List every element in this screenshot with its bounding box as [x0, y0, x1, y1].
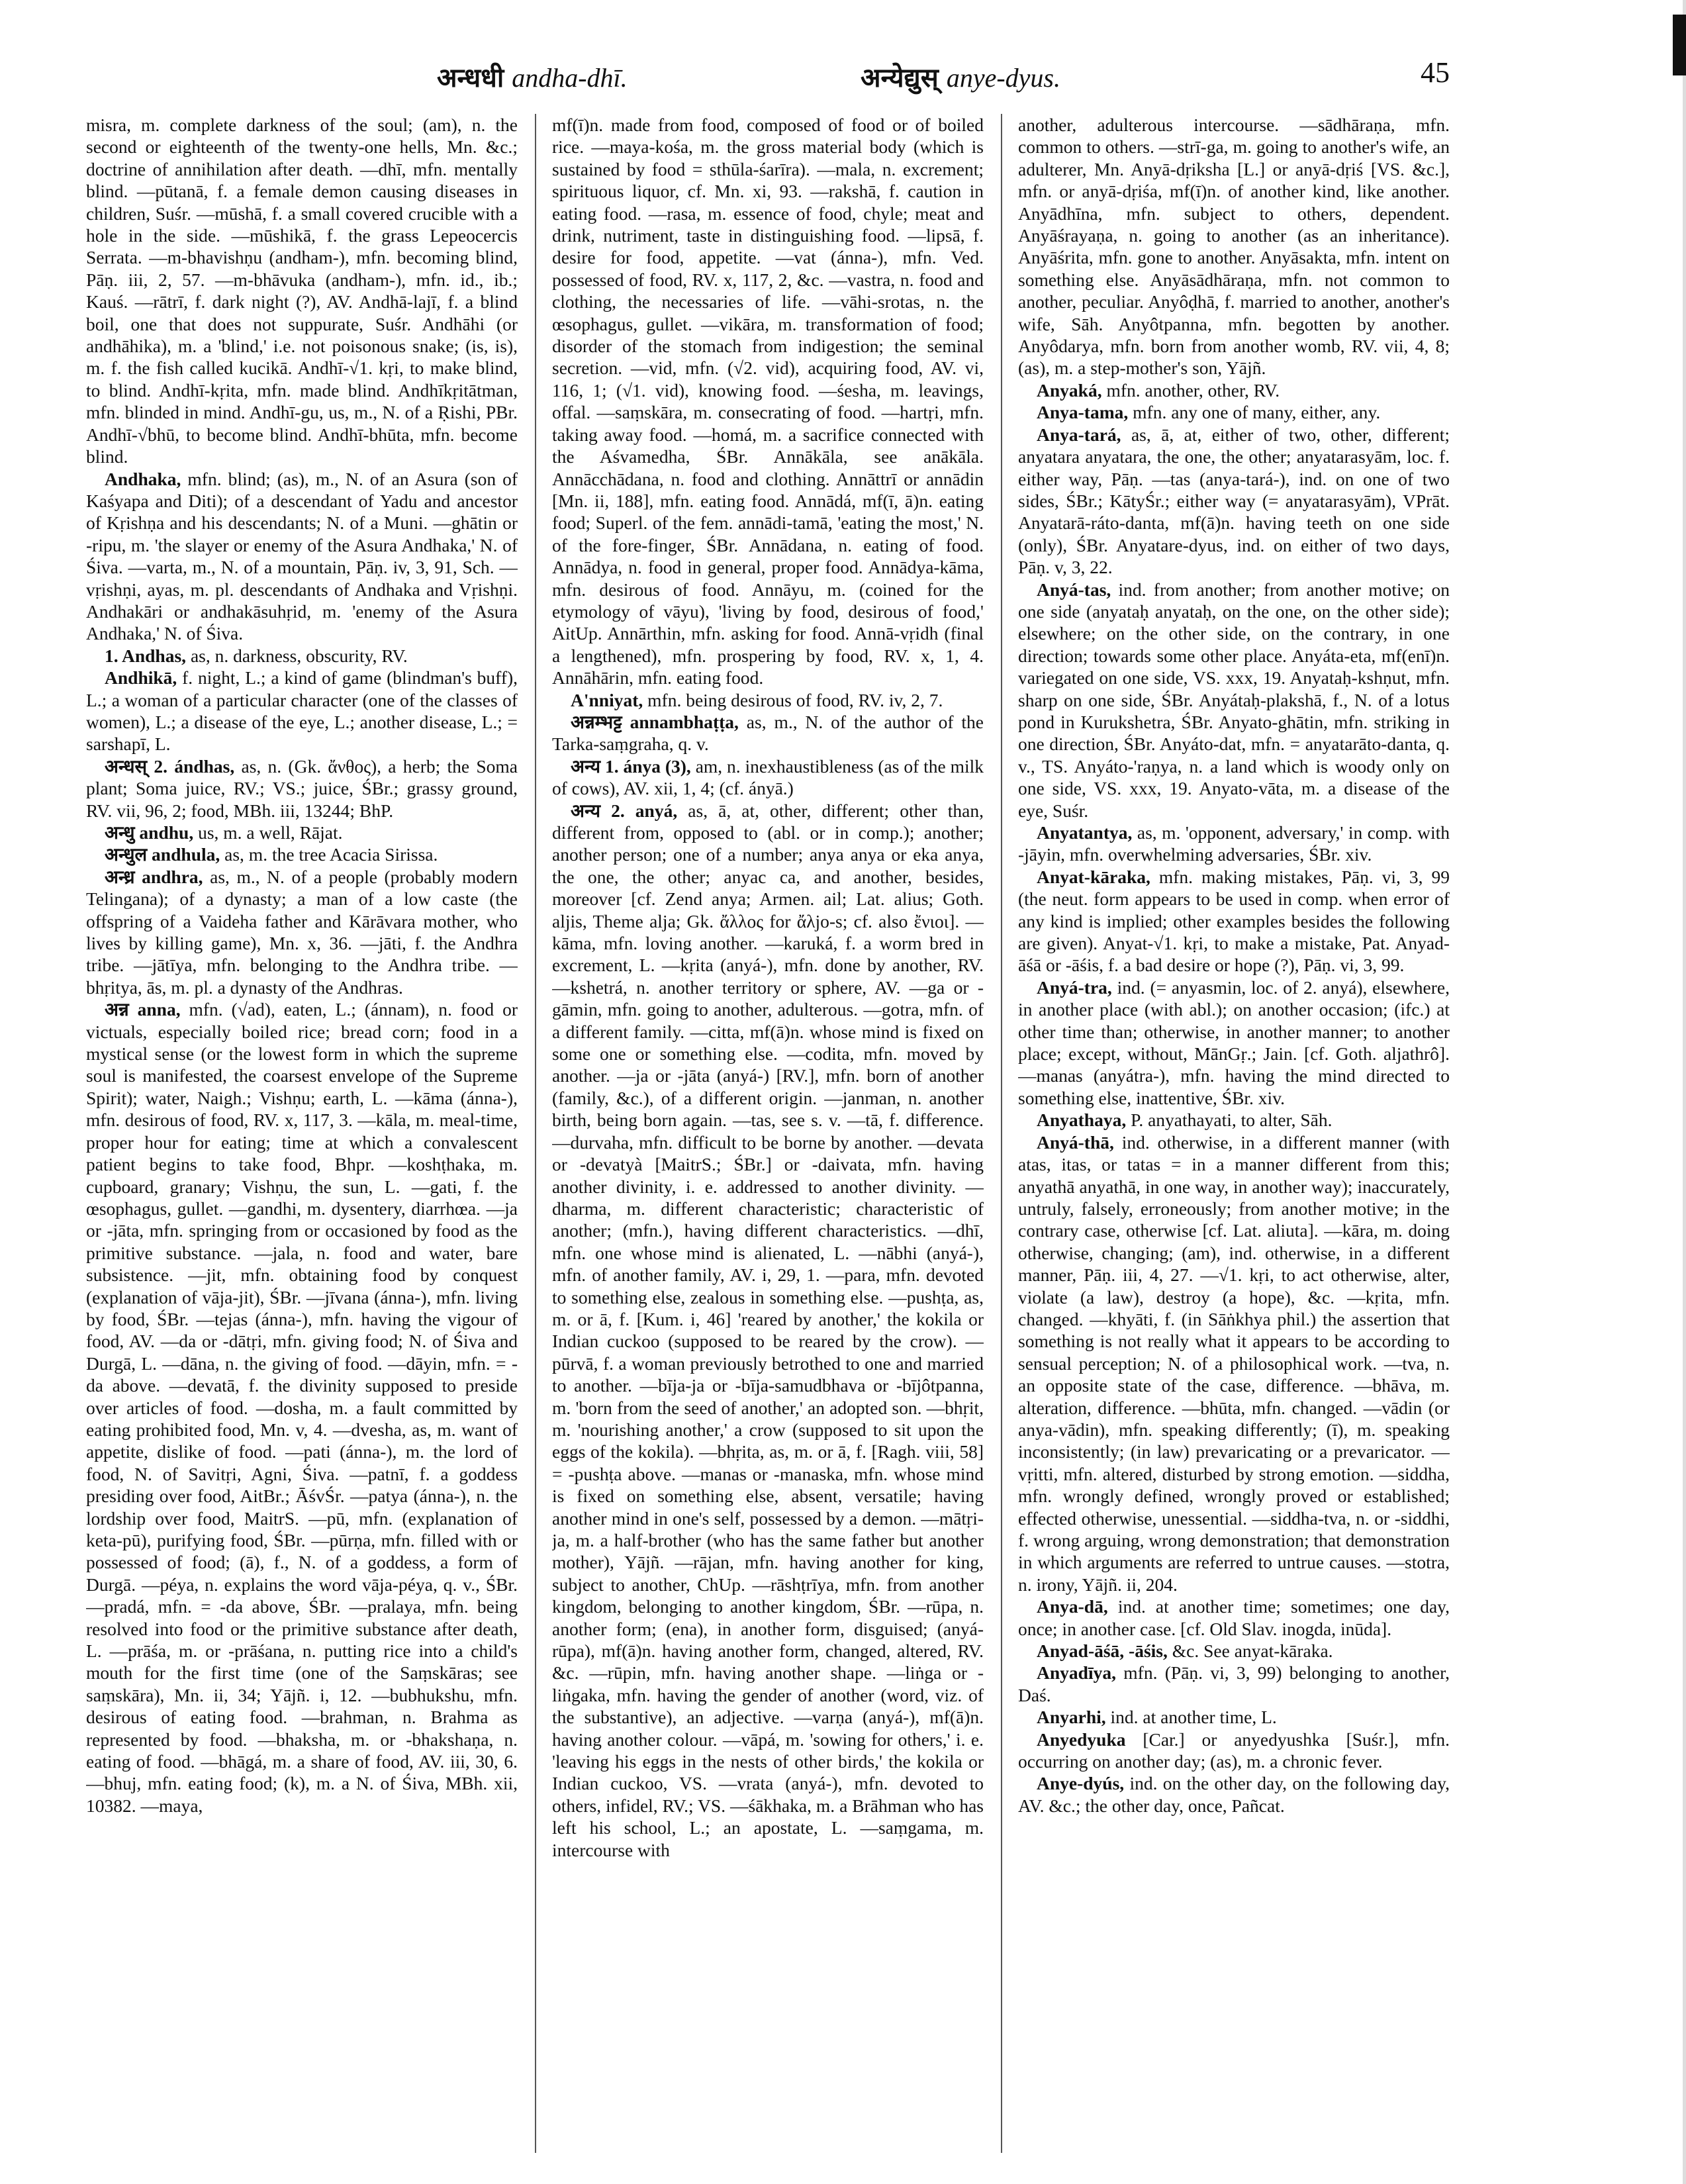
- entry-headword: A'nniyat,: [571, 689, 643, 710]
- entry-headword: Anyá-tra,: [1037, 976, 1112, 998]
- column-1: [86, 114, 518, 2153]
- entry-headword: Anyatantya,: [1037, 822, 1133, 843]
- dictionary-entry: [1018, 424, 1450, 579]
- entry-headword: Anyarhi,: [1037, 1707, 1106, 1728]
- entry-definition: as, m., N. of the author of the Tarka-saṃgraha, q. v.: [552, 711, 984, 755]
- dictionary-entry: [1018, 1595, 1450, 1640]
- entry-headword: Anyaká,: [1037, 379, 1102, 401]
- page-edge-tab-mark: [1673, 15, 1686, 75]
- entry-definition: us, m. a well, Rājat.: [198, 822, 343, 843]
- entry-definition: P. anyathayati, to alter, Sāh.: [1131, 1110, 1333, 1131]
- entry-definition: mfn. blind; (as), m., N. of an Asura (son of Kaśyapa and Diti); of a descendant of Yadu and ancestor of Kṛishṇa and his descendants; N. of a Muni. —ghātin or -ripu, m. 'the slayer or enemy of the Asura Andhaka,' N. of Śiva. —varta, m., N. of a mountain, Pāṇ. iv, 3, 91, Sch. —vṛishṇi, ayas, m. pl. descendants of Andhaka and Vṛishṇi. Andhakāri or andhakāsuhṛid, m. 'enemy of the Asura Andhaka,' N. of Śiva.: [86, 468, 518, 644]
- entry-headword: अन्धु andhu,: [105, 822, 194, 843]
- entry-definition: mfn. making mistakes, Pāṇ. vi, 3, 99 (the neut. form appears to be used in comp. when error of any kind is implied; other examples besides the following are given). Anyat-√1. kṛi, to make a mistake, Pat. Anyad-āśā or -āśis, f. a bad desire or hope (?), Pāṇ. vi, 3, 99.: [1018, 866, 1450, 976]
- entry-definition: as, m. 'opponent, adversary,' in comp. with -jāyin, mfn. overwhelming adversaries, ŚBr. xiv.: [1018, 822, 1450, 865]
- dictionary-entry: [86, 667, 518, 755]
- header-right-guideword: [861, 58, 1060, 95]
- dictionary-entry: [1018, 866, 1450, 976]
- dictionary-entry: [86, 822, 518, 843]
- dictionary-entry: [1018, 1772, 1450, 1817]
- text-columns: [86, 114, 1450, 2153]
- column-divider-1: [535, 114, 536, 2153]
- entry-headword: अन्ध्र andhra,: [105, 866, 203, 887]
- entry-definition: mfn. (√ad), eaten, L.; (ánnam), n. food or victuals, especially boiled rice; bread corn; food in a mystical sense (or the lowest form in which the supreme soul is manifested, the coarsest envelope of the Supreme Spirit); water, Naigh.; Vishṇu; earth, L. —kāma (ánna-), mfn. desirous of food, RV. x, 117, 3. —kāla, m. meal-time, proper hour for eating; time at which a convalescent patient begins to take food, Bhpr. —koshṭhaka, m. cupboard, granary; Vishṇu, the sun, L. —gati, f. the œsophagus, gullet. —gandhi, m. dysentery, diarrhœa. —ja or -jāta, mfn. springing from or occasioned by food as the primitive substance. —jala, n. food and water, bare subsistence. —jit, mfn. obtaining food by conquest (explanation of vāja-jit), ŚBr. —jīvana (ánna-), mfn. living by food, ŚBr. —tejas (ánna-), mfn. having the vigour of food, AV. —da or -dātṛi, mfn. giving food; N. of Śiva and Durgā, L. —dāna, n. the giving of food. —dāyin, mfn. = -da above. —devatā, f. the divinity supposed to preside over articles of food. —dosha, m. a fault committed by eating prohibited food, Mn. v, 4. —dvesha, as, m. want of appetite, dislike of food. —pati (ánna-), m. the lord of food, N. of Savitṛi, Agni, Śiva. —patnī, f. a goddess presiding over food, AitBr.; ĀśvŚr. —patya (ánna-), n. the lordship over food, MaitrS. —pū, mfn. (explanation of keta-pū), purifying food, ŚBr. —pūrṇa, mfn. filled with or possessed of food; (ā), f., N. of a goddess, a form of Durgā. —péya, n. explains the word vāja-péya, q. v., ŚBr. —pradá, mfn. = -da above, ŚBr. —pralaya, mfn. being resolved into food or the primitive substance after death, L. —prāśa, m. or -prāśana, n. putting rice into a child's mouth for the first time (one of the Saṃskāras; see saṃskāra), Mn. ii, 34; Yājñ. i, 12. —bubhukshu, mfn. desirous of eating food. —brahman, n. Brahma as represented by food. —bhaksha, m. or -bhakshaṇa, n. eating of food. —bhāgá, m. a share of food, AV. iii, 30, 6. —bhuj, mfn. eating food; (k), m. a N. of Śiva, MBh. xii, 10382. —maya,: [86, 999, 518, 1816]
- page-edge-shadow: [1683, 0, 1686, 2184]
- entry-definition: &c. See anyat-kāraka.: [1172, 1640, 1333, 1662]
- entry-definition: mfn. being desirous of food, RV. iv, 2, 7.: [647, 689, 943, 710]
- entry-headword: अन्नम्भट्ट annambhaṭṭa,: [571, 711, 739, 732]
- dictionary-entry: [86, 998, 518, 1817]
- entry-headword: Anyedyuka: [1037, 1729, 1126, 1750]
- dictionary-entry: [1018, 822, 1450, 866]
- dictionary-entry: [1018, 1131, 1450, 1596]
- entry-headword: अन्य 1. ánya (3),: [571, 755, 691, 777]
- entry-definition: misra, m. complete darkness of the soul; (am), n. the second or eighteenth of the twenty-one hells, Mn. &c.; doctrine of annihilation after death. —dhī, mfn. mentally blind. —pūtanā, f. a female demon causing diseases in children, Suśr. —mūshā, f. a small covered crucible with a hole in the side. —mūshikā, f. the grass Lepeocercis Serrata. —m-bhavishṇu (andham-), mfn. becoming blind, Pāṇ. iii, 2, 57. —m-bhāvuka (andham-), mfn. id., ib.; Kauś. —rātrī, f. dark night (?), AV. Andhā-lajī, f. a blind boil, one that does not suppurate, Suśr. Andhāhi (or andhāhika), m. a 'blind,' i.e. not poisonous snake; (is, is), m. f. the fish called kucikā. Andhī-√1. kṛi, to make blind, to blind. Andhī-kṛita, mfn. made blind. Andhīkṛitātman, mfn. blinded in mind. Andhī-gu, us, m., N. of a Ṛishi, PBr. Andhī-√bhū, to become blind. Andhī-bhūta, mfn. become blind.: [86, 115, 518, 467]
- entry-definition: as, ā, at, other, different; other than, different from, opposed to (abl. or in comp.); another; another person; one of a number; anya anya or eka anya, the one, the other; anyac ca, and another, besides, moreover [cf. Zend anya; Armen. ail; Lat. alius; Goth. aljis, Theme alja; Gk. ἄλλος for ἄλjo-s; cf. also ἔνιοι]. —kāma, mfn. loving another. —karuká, f. a worm bred in excrement, L. —kṛita (anyá-), mfn. done by another, RV. —kshetrá, n. another territory or sphere, AV. —ga or -gāmin, mfn. going to another, adulterous. —gotra, mfn. of a different family. —citta, mf(ā)n. whose mind is fixed on some one or something else. —codita, mfn. moved by another. —ja or -jāta (anyá-) [RV.], mfn. born of another (family, &c.), of a different origin. —janman, n. another birth, being born again. —tas, see s. v. —tā, f. difference. —durvaha, mfn. difficult to be borne by another. —devata or -devatyà [MaitrS.; ŚBr.] or -daivata, mfn. having another divinity, i. e. addressed to another divinity. —dharma, m. different characteristic; characteristic of another; (mfn.), having different characteristics. —dhī, mfn. one whose mind is alienated, L. —nābhi (anyá-), mfn. of another family, AV. i, 29, 1. —para, mfn. devoted to something else, zealous in something else. —pushṭa, as, m. or ā, f. [Kum. i, 46] 'reared by another,' the kokila or Indian cuckoo (supposed to be reared by the crow). —pūrvā, f. a woman previously betrothed to one and married to another. —bīja-ja or -bīja-samudbhava or -bījôtpanna, m. 'born from the seed of another,' an adopted son. —bhṛit, m. 'nourishing another,' a crow (supposed to sit upon the eggs of the kokila). —bhṛita, as, m. or ā, f. [Ragh. viii, 58] = -pushṭa above. —manas or -manaska, mfn. whose mind is fixed on something else, absent, versatile; having another mind in one's self, possessed by a demon. —mātṛi-ja, m. a half-brother (who has the same father but another mother), Yājñ. —rājan, mfn. having another for king, subject to another, ChUp. —rāshṭrīya, mfn. from another kingdom, belonging to another kingdom, ŚBr. —rūpa, n. another form; (ena), in another form, disguised; (anyá-rūpa), mf(ā)n. having another form, changed, altered, RV. &c. —rūpin, mfn. having another shape. —liṅga or -liṅgaka, mfn. having the gender of another (word, viz. of the substantive), an adjective. —varṇa (anyá-), mf(ā)n. having another colour. —vāpá, m. 'sowing for others,' i. e. 'leaving his eggs in the nests of other birds,' the kokila or Indian cuckoo, VS. —vrata (anyá-), mfn. devoted to others, infidel, RV.; VS. —śākhaka, m. a Brāhman who has left his school, L.; an apostate, L. —saṃgama, m. intercourse with: [552, 800, 984, 1860]
- entry-definition: [Car.] or anyedyushka [Suśr.], mfn. occurring on another day; (as), m. a chronic fever.: [1018, 1729, 1450, 1772]
- entry-definition: mfn. (Pāṇ. vi, 3, 99) belonging to another, Daś.: [1018, 1662, 1450, 1705]
- dictionary-entry: [86, 468, 518, 645]
- dictionary-entry: [86, 843, 518, 865]
- dictionary-entry: [1018, 579, 1450, 822]
- entry-headword: 1. Andhas,: [105, 645, 187, 666]
- dictionary-entry: [1018, 1706, 1450, 1728]
- dictionary-entry: [1018, 379, 1450, 401]
- entry-definition: another, adulterous intercourse. —sādhāraṇa, mfn. common to others. —strī-ga, m. going to another's wife, an adulterer, Mn. Anyā-dṛiksha [L.] or anyā-dṛiś [VS. &c.], mfn. or anyā-dṛiśa, mf(ī)n. of another kind, like another. Anyādhīna, mfn. subject to others, dependent. Anyāśrayaṇa, n. going to another (as an inheritance). Anyāśrita, mfn. gone to another. Anyāsakta, mfn. intent on something else. Anyāsādhāraṇa, mfn. not common to another, peculiar. Anyôḍhā, f. married to another, another's wife, Sāh. Anyôtpanna, mfn. begotten by another. Anyôdarya, mfn. born from another womb, RV. vii, 4, 8; (as), m. a step-mother's son, Yājñ.: [1018, 115, 1450, 379]
- dictionary-entry: [86, 114, 518, 468]
- column-3: [1018, 114, 1450, 2153]
- entry-definition: ind. from another; from another motive; on one side (anyataḥ anyataḥ, on the one, on the other side); elsewhere; on the other side, on the contrary, in one direction; towards some other place. Anyáta-eta, mf(enī)n. variegated on one side, VS. xxx, 19. Anyataḥ-kshṇut, mfn. sharp on one side, ŚBr. Anyátaḥ-plakshā, f., N. of a lotus pond in Kurukshetra, ŚBr. Anyato-ghātin, mfn. striking in one direction, ŚBr. Anyáto-dat, mfn. = anyatarāto-danta, q. v., TS. Anyáto-'raṇya, n. a land which is woody only on one side, VS. xxx, 19. Anyato-vāta, m. a disease of the eye, Suśr.: [1018, 579, 1450, 821]
- dictionary-entry: [1018, 1729, 1450, 1773]
- entry-definition: as, n. (Gk. ἄνθος), a herb; the Soma plant; Soma juice, RV.; VS.; juice, ŚBr.; grassy ground, RV. vii, 96, 2; food, MBh. iii, 13244; BhP.: [86, 755, 518, 821]
- entry-definition: mf(ī)n. made from food, composed of food or of boiled rice. —maya-kośa, m. the gross material body (which is sustained by food = sthūla-śarīra). —mala, n. excrement; spirituous liquor, cf. Mn. xi, 93. —rakshā, f. caution in eating food. —rasa, m. essence of food, chyle; meat and drink, nutriment, taste in distinguishing food. —lipsā, f. desire for food, appetite. —vat (ánna-), mfn. Ved. possessed of food, RV. x, 117, 2, &c. —vastra, n. food and clothing, the necessaries of life. —vāhi-srotas, n. the œsophagus, gullet. —vikāra, m. transformation of food; disorder of the stomach from indigestion; the seminal secretion. —vid, mfn. (√2. vid), acquiring food, AV. vi, 116, 1; (√1. vid), knowing food. —śesha, m. leavings, offal. —saṃskāra, m. consecrating of food. —hartṛi, mfn. taking away food. —homá, m. a sacrifice connected with the Aśvamedha, ŚBr. Annākāla, see anākāla. Annācchādana, n. food and clothing. Annāttrī or annādin [Mn. ii, 188], mfn. eating food. Annādá, mf(ī, ā)n. eating food; Superl. of the fem. annādi-tamā, 'eating the most,' N. of the fore-finger, ŚBr. Annādana, n. eating of food. Annādya, n. food in general, proper food. Annādya-kāma, mfn. desirous of food. Annāyu, m. (coined for the etymology of vāyu), 'living by food, desirous of food,' AitUp. Annārthin, mfn. asking for food. Annā-vṛidh (final a lengthened), mfn. prospering by food, RV. x, 1, 4. Annāhārin, mfn. eating food.: [552, 115, 984, 688]
- entry-headword: अन्न anna,: [105, 999, 181, 1020]
- entry-headword: Anya-tará,: [1037, 424, 1121, 445]
- dictionary-entry: [1018, 401, 1450, 423]
- column-divider-2: [1001, 114, 1002, 2153]
- header-left-devanagari: अन्धधी: [437, 63, 504, 93]
- dictionary-entry: [552, 755, 984, 800]
- entry-definition: mfn. another, other, RV.: [1106, 379, 1280, 401]
- entry-definition: mfn. any one of many, either, any.: [1133, 402, 1381, 423]
- entry-definition: ind. at another time, L.: [1110, 1707, 1277, 1728]
- entry-definition: as, m., N. of a people (probably modern Telingana); of a dynasty; a man of a low caste (the offspring of a Vaideha father and Kārāvara mother, who lives by killing game), Mn. x, 36. —jāti, f. the Andhra tribe. —jātīya, mfn. belonging to the Andhra tribe. —bhṛitya, ās, m. pl. a dynasty of the Andhras.: [86, 866, 518, 998]
- header-left-transliteration: andha-dhī.: [512, 63, 628, 93]
- entry-definition: ind. otherwise, in a different manner (with atas, itas, or tatas = in a manner different from this; anyathā anyathā, in one way, in another way); inaccurately, untruly, falsely, erroneously; from another motive; in the contrary case, otherwise [cf. Lat. aliuta]. —kāra, m. doing otherwise, changing; (am), ind. otherwise, in a different manner, Pāṇ. iii, 4, 27. —√1. kṛi, to act otherwise, alter, violate (a law), destroy (a hope), &c. —kṛita, mfn. changed. —khyāti, f. (in Sāṅkhya phil.) the assertion that something is not really what it appears to be according to sensual perception; N. of a philosophical work. —tva, n. an opposite state of the case, difference. —bhāva, m. alteration, difference. —bhūta, mfn. changed. —vādin (or anya-vādin), mfn. speaking differently; (ī), m. speaking inconsistently; (in law) prevaricating or a prevaricator. —vṛitti, mfn. altered, disturbed by strong emotion. —siddha, mfn. wrongly defined, wrongly proved or established; effected otherwise, unessential. —siddha-tva, n. or -siddhi, f. wrong arguing, wrong demonstration; that demonstration in which arguments are referred to untrue causes. —stotra, n. irony, Yājñ. ii, 204.: [1018, 1131, 1450, 1595]
- entry-definition: as, n. darkness, obscurity, RV.: [190, 645, 408, 666]
- dictionary-entry: [1018, 1109, 1450, 1131]
- dictionary-entry: [552, 114, 984, 689]
- dictionary-entry: [86, 866, 518, 998]
- entry-definition: ind. at another time; sometimes; one day, once; in another case. [cf. Old Slav. inogda, inūda].: [1018, 1596, 1450, 1639]
- running-header: [86, 58, 1450, 105]
- header-right-transliteration: anye-dyus.: [946, 63, 1060, 93]
- dictionary-entry: [1018, 1640, 1450, 1662]
- header-left-guideword: [437, 58, 628, 95]
- entry-headword: Anyat-kāraka,: [1037, 866, 1150, 887]
- entry-headword: अन्धस् 2. ándhas,: [105, 755, 235, 777]
- entry-headword: Anye-dyús,: [1037, 1773, 1125, 1794]
- entry-headword: Anyá-thā,: [1037, 1131, 1114, 1153]
- entry-definition: as, m. the tree Acacia Sirissa.: [224, 844, 438, 865]
- dictionary-entry: [1018, 976, 1450, 1109]
- dictionary-entry: [552, 689, 984, 711]
- entry-definition: ind. on the other day, on the following day, AV. &c.; the other day, once, Pañcat.: [1018, 1773, 1450, 1816]
- entry-headword: Andhikā,: [105, 667, 177, 688]
- dictionary-entry: [552, 800, 984, 1862]
- entry-headword: Anyá-tas,: [1037, 579, 1111, 600]
- entry-definition: as, ā, at, either of two, other, different; anyatara anyatara, the one, the other; anyatarasyām, loc. f. either way, Pāṇ. —tas (anya-tará-), ind. on one of two sides, ŚBr.; KātyŚr.; either way (= anyatarasyām), VPrāt. Anyatarā-ráto-danta, mf(ā)n. having teeth on one side (only), ŚBr. Anyatare-dyus, ind. on either of two days, Pāṇ. v, 3, 22.: [1018, 424, 1450, 578]
- entry-headword: अन्य 2. anyá,: [571, 800, 678, 821]
- entry-definition: am, n. inexhaustibleness (as of the milk of cows), AV. xii, 1, 4; (cf. ányā.): [552, 755, 984, 799]
- entry-headword: Anya-dā,: [1037, 1596, 1108, 1617]
- dictionary-entry: [86, 755, 518, 822]
- entry-definition: f. night, L.; a kind of game (blindman's buff), L.; a woman of a particular character (one of the classes of women), L.; a disease of the eye, L.; another disease, L.; = sarshapī, L.: [86, 667, 518, 755]
- dictionary-entry: [1018, 1662, 1450, 1706]
- entry-headword: अन्धुल andhula,: [105, 844, 220, 865]
- header-right-devanagari: अन्येद्युस्: [861, 63, 939, 93]
- entry-definition: ind. (= anyasmin, loc. of 2. anyá), elsewhere, in another place (with abl.); on another occasion; (ifc.) at other time than; otherwise, in another manner; to another place; except, without, MānGṛ.; Jain. [cf. Goth. aljathrô]. —manas (anyátra-), mfn. having the mind directed to something else, inattentive, ŚBr. xiv.: [1018, 976, 1450, 1108]
- column-2: [552, 114, 984, 2153]
- dictionary-entry: [1018, 114, 1450, 379]
- dictionary-entry: [86, 645, 518, 667]
- page-number: 45: [1421, 56, 1450, 89]
- entry-headword: Anyad-āśā, -āśis,: [1037, 1640, 1168, 1662]
- entry-headword: Anyathaya,: [1037, 1110, 1127, 1131]
- entry-headword: Andhaka,: [105, 468, 181, 489]
- entry-headword: Anya-tama,: [1037, 402, 1129, 423]
- entry-headword: Anyadīya,: [1037, 1662, 1116, 1684]
- dictionary-entry: [552, 711, 984, 755]
